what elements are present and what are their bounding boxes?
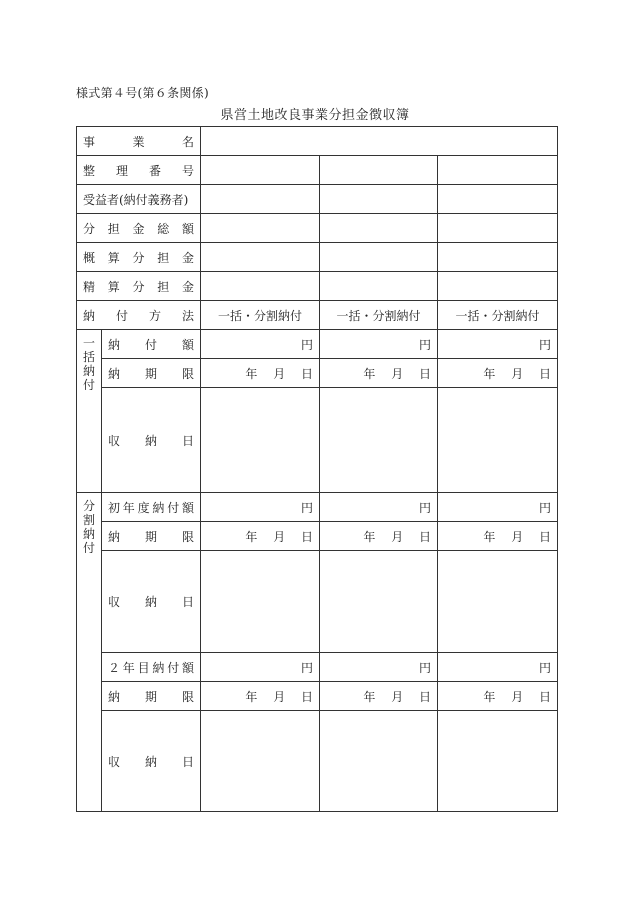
second-year-due-3[interactable]: 年 月 日 <box>438 682 558 711</box>
label-first-year-due <box>102 522 201 551</box>
payment-method-option-1[interactable]: 一括・分割納付 <box>201 301 320 330</box>
label-payment-method <box>77 301 201 330</box>
label-lump-due <box>102 359 201 388</box>
field-estimated-share-3[interactable] <box>438 243 558 272</box>
label-ref-number <box>77 156 201 185</box>
second-year-amount-3[interactable]: 円 <box>438 653 558 682</box>
row-total-share <box>77 214 558 243</box>
first-year-received-1[interactable] <box>201 551 320 653</box>
label-lump-received <box>102 388 201 493</box>
collection-ledger-table <box>76 126 558 812</box>
row-first-year-amount <box>77 493 558 522</box>
form-reference: 様式第４号(第６条関係) <box>76 86 209 100</box>
label-total-share <box>77 214 201 243</box>
lump-amount-3[interactable]: 円 <box>438 330 558 359</box>
spread-label: 収 納 日 <box>108 433 195 448</box>
spread-label: 納 付 額 <box>108 337 195 352</box>
row-estimated-share <box>77 243 558 272</box>
label-beneficiary: 受益者(納付義務者) <box>77 185 201 214</box>
spread-label: 納 期 限 <box>108 529 195 544</box>
spread-label: 納 付 方 法 <box>83 308 195 323</box>
spread-label: 納 期 限 <box>108 689 195 704</box>
section-installment-label: 分 割 納 付 <box>77 493 102 812</box>
row-second-year-received <box>77 711 558 812</box>
field-project-name[interactable] <box>201 127 558 156</box>
field-ref-number-3[interactable] <box>438 156 558 185</box>
field-beneficiary-3[interactable] <box>438 185 558 214</box>
spread-label: 分 担 金 総 額 <box>83 221 195 236</box>
lump-received-3[interactable] <box>438 388 558 493</box>
payment-method-option-3[interactable]: 一括・分割納付 <box>438 301 558 330</box>
second-year-received-2[interactable] <box>320 711 438 812</box>
first-year-amount-3[interactable]: 円 <box>438 493 558 522</box>
first-year-received-3[interactable] <box>438 551 558 653</box>
field-estimated-share-1[interactable] <box>201 243 320 272</box>
row-lump-amount <box>77 330 558 359</box>
second-year-amount-1[interactable]: 円 <box>201 653 320 682</box>
first-year-amount-2[interactable]: 円 <box>320 493 438 522</box>
row-settled-share <box>77 272 558 301</box>
label-second-year-amount <box>102 653 201 682</box>
row-beneficiary <box>77 185 558 214</box>
lump-amount-2[interactable]: 円 <box>320 330 438 359</box>
field-total-share-3[interactable] <box>438 214 558 243</box>
label-first-year-amount <box>102 493 201 522</box>
spread-label: 精 算 分 担 金 <box>83 279 195 294</box>
second-year-received-1[interactable] <box>201 711 320 812</box>
first-year-due-2[interactable]: 年 月 日 <box>320 522 438 551</box>
lump-due-1[interactable]: 年 月 日 <box>201 359 320 388</box>
field-beneficiary-1[interactable] <box>201 185 320 214</box>
row-first-year-received <box>77 551 558 653</box>
row-second-year-due <box>77 682 558 711</box>
lump-received-1[interactable] <box>201 388 320 493</box>
spread-label: 概 算 分 担 金 <box>83 250 195 265</box>
lump-due-3[interactable]: 年 月 日 <box>438 359 558 388</box>
spread-label: 納 期 限 <box>108 366 195 381</box>
spread-label: 整 理 番 号 <box>83 163 195 178</box>
spread-label: ２ 年 目 納 付 額 <box>108 660 194 675</box>
label-estimated-share <box>77 243 201 272</box>
second-year-due-2[interactable]: 年 月 日 <box>320 682 438 711</box>
second-year-due-1[interactable]: 年 月 日 <box>201 682 320 711</box>
field-ref-number-2[interactable] <box>320 156 438 185</box>
first-year-received-2[interactable] <box>320 551 438 653</box>
lump-received-2[interactable] <box>320 388 438 493</box>
row-project-name <box>77 127 558 156</box>
row-lump-due <box>77 359 558 388</box>
label-second-year-due <box>102 682 201 711</box>
row-first-year-due <box>77 522 558 551</box>
document-title: 県営土地改良事業分担金徴収簿 <box>220 108 410 123</box>
field-total-share-1[interactable] <box>201 214 320 243</box>
section-lump-sum-label: 一 括 納 付 <box>77 330 102 493</box>
second-year-amount-2[interactable]: 円 <box>320 653 438 682</box>
first-year-due-3[interactable]: 年 月 日 <box>438 522 558 551</box>
label-lump-amount <box>102 330 201 359</box>
row-ref-number <box>77 156 558 185</box>
field-beneficiary-2[interactable] <box>320 185 438 214</box>
field-settled-share-3[interactable] <box>438 272 558 301</box>
field-settled-share-1[interactable] <box>201 272 320 301</box>
first-year-amount-1[interactable]: 円 <box>201 493 320 522</box>
label-settled-share <box>77 272 201 301</box>
lump-due-2[interactable]: 年 月 日 <box>320 359 438 388</box>
first-year-due-1[interactable]: 年 月 日 <box>201 522 320 551</box>
field-estimated-share-2[interactable] <box>320 243 438 272</box>
lump-amount-1[interactable]: 円 <box>201 330 320 359</box>
label-project-name <box>77 127 201 156</box>
row-lump-received <box>77 388 558 493</box>
spread-label: 収 納 日 <box>108 754 195 769</box>
spread-label: 初 年 度 納 付 額 <box>108 500 194 515</box>
label-second-year-received <box>102 711 201 812</box>
row-payment-method <box>77 301 558 330</box>
field-ref-number-1[interactable] <box>201 156 320 185</box>
field-settled-share-2[interactable] <box>320 272 438 301</box>
row-second-year-amount <box>77 653 558 682</box>
field-total-share-2[interactable] <box>320 214 438 243</box>
payment-method-option-2[interactable]: 一括・分割納付 <box>320 301 438 330</box>
label-first-year-received <box>102 551 201 653</box>
second-year-received-3[interactable] <box>438 711 558 812</box>
spread-label: 収 納 日 <box>108 595 195 609</box>
spread-label: 事 業 名 <box>83 134 195 149</box>
